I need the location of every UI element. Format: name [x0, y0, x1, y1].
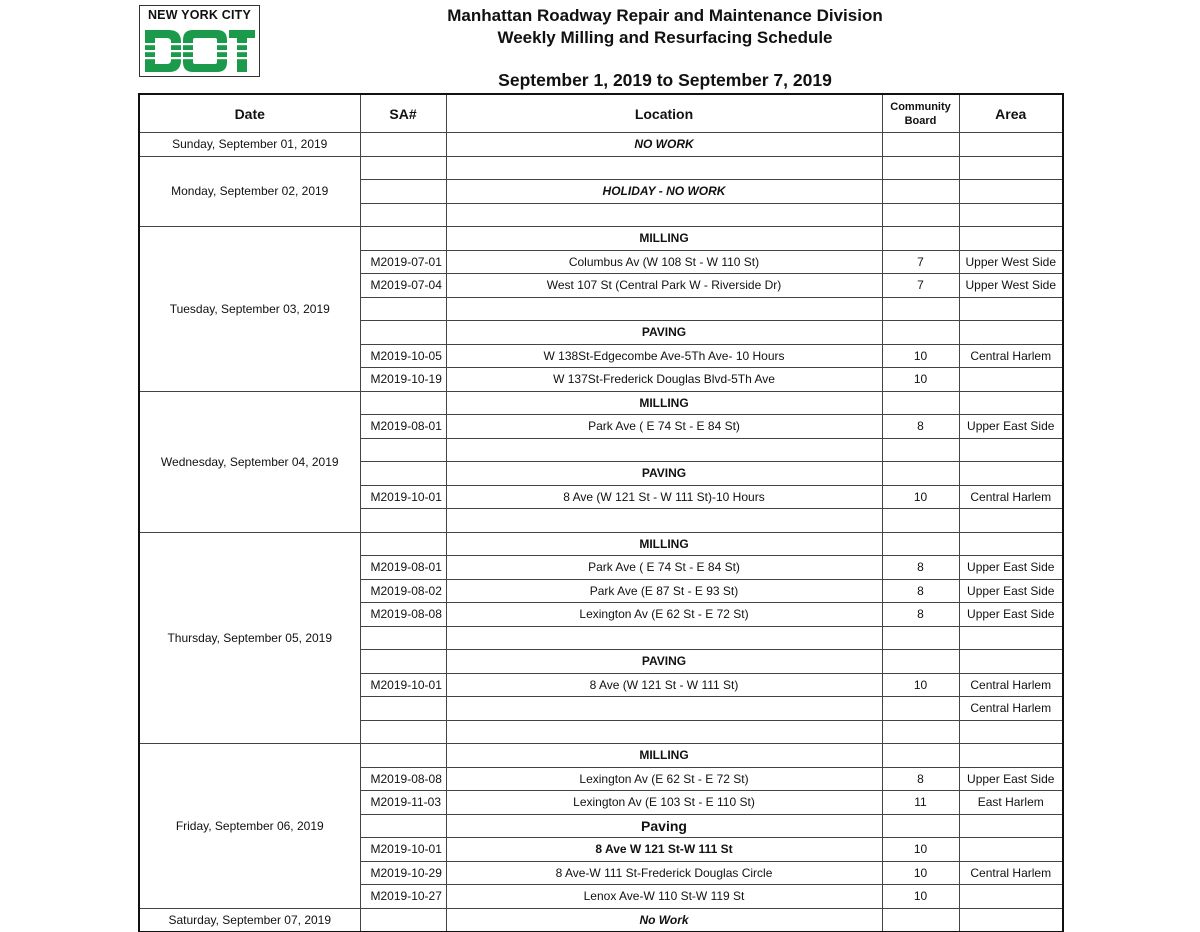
location-cell: MILLING	[446, 227, 882, 251]
location-cell	[446, 203, 882, 227]
community-board-cell: 7	[882, 250, 959, 274]
community-board-cell: 10	[882, 838, 959, 862]
area-cell	[959, 650, 1063, 674]
area-cell	[959, 908, 1063, 932]
sa-number-cell	[360, 203, 446, 227]
community-board-cell	[882, 180, 959, 204]
community-board-cell: 10	[882, 673, 959, 697]
day-date-cell: Sunday, September 01, 2019	[139, 133, 360, 157]
location-cell: Paving	[446, 814, 882, 838]
area-cell	[959, 203, 1063, 227]
area-cell	[959, 885, 1063, 909]
community-board-cell	[882, 720, 959, 744]
nyc-dot-logo	[139, 5, 260, 77]
col-header-sa: SA#	[360, 94, 446, 133]
area-cell	[959, 321, 1063, 345]
community-board-cell: 8	[882, 767, 959, 791]
sa-number-cell	[360, 650, 446, 674]
sa-number-cell: M2019-08-02	[360, 579, 446, 603]
location-cell	[446, 697, 882, 721]
area-cell: Central Harlem	[959, 673, 1063, 697]
table-row	[139, 227, 1063, 251]
community-board-cell	[882, 744, 959, 768]
day-date-cell: Thursday, September 05, 2019	[139, 532, 360, 744]
col-header-date: Date	[139, 94, 360, 133]
community-board-cell: 10	[882, 885, 959, 909]
division-title: Manhattan Roadway Repair and Maintenance Division	[447, 6, 883, 25]
sa-number-cell	[360, 297, 446, 321]
area-cell	[959, 462, 1063, 486]
area-cell	[959, 626, 1063, 650]
location-cell	[446, 438, 882, 462]
area-cell	[959, 509, 1063, 533]
schedule-table	[138, 93, 1064, 932]
day-date-cell: Tuesday, September 03, 2019	[139, 227, 360, 392]
location-cell: 8 Ave W 121 St-W 111 St	[446, 838, 882, 862]
sa-number-cell: M2019-08-01	[360, 556, 446, 580]
location-cell: No Work	[446, 908, 882, 932]
sa-number-cell	[360, 391, 446, 415]
community-board-cell	[882, 321, 959, 345]
community-board-cell	[882, 908, 959, 932]
table-row	[139, 391, 1063, 415]
location-cell: PAVING	[446, 462, 882, 486]
area-cell: Central Harlem	[959, 861, 1063, 885]
community-board-cell: 8	[882, 603, 959, 627]
location-cell: Lexington Av (E 62 St - E 72 St)	[446, 767, 882, 791]
location-cell: Park Ave (E 87 St - E 93 St)	[446, 579, 882, 603]
sa-number-cell: M2019-10-29	[360, 861, 446, 885]
community-board-cell	[882, 626, 959, 650]
area-cell: Upper West Side	[959, 250, 1063, 274]
location-cell: Park Ave ( E 74 St - E 84 St)	[446, 556, 882, 580]
sa-number-cell	[360, 227, 446, 251]
location-cell: NO WORK	[446, 133, 882, 157]
location-cell	[446, 626, 882, 650]
community-board-cell: 11	[882, 791, 959, 815]
sa-number-cell: M2019-08-01	[360, 415, 446, 439]
community-board-cell	[882, 650, 959, 674]
day-date-cell: Friday, September 06, 2019	[139, 744, 360, 909]
area-cell: East Harlem	[959, 791, 1063, 815]
area-cell: Upper East Side	[959, 603, 1063, 627]
area-cell: Upper East Side	[959, 579, 1063, 603]
community-board-cell	[882, 133, 959, 157]
location-cell	[446, 509, 882, 533]
sa-number-cell: M2019-07-04	[360, 274, 446, 298]
community-board-cell	[882, 814, 959, 838]
sa-number-cell	[360, 697, 446, 721]
sa-number-cell	[360, 438, 446, 462]
location-cell: West 107 St (Central Park W - Riverside Dr)	[446, 274, 882, 298]
sa-number-cell	[360, 908, 446, 932]
sa-number-cell	[360, 180, 446, 204]
table-row	[139, 908, 1063, 932]
community-board-cell: 10	[882, 485, 959, 509]
community-board-cell	[882, 203, 959, 227]
location-cell: W 137St-Frederick Douglas Blvd-5Th Ave	[446, 368, 882, 392]
sa-number-cell	[360, 321, 446, 345]
community-board-cell: 10	[882, 861, 959, 885]
dot-logo-mark	[143, 28, 256, 74]
community-board-cell: 10	[882, 368, 959, 392]
location-cell: PAVING	[446, 650, 882, 674]
logo-city-text: NEW YORK CITY	[147, 8, 252, 22]
area-cell	[959, 532, 1063, 556]
sa-number-cell: M2019-08-08	[360, 603, 446, 627]
community-board-cell	[882, 462, 959, 486]
community-board-cell	[882, 697, 959, 721]
community-board-cell: 8	[882, 556, 959, 580]
area-cell: Upper East Side	[959, 556, 1063, 580]
community-board-cell	[882, 532, 959, 556]
table-row	[139, 156, 1063, 180]
location-cell: Park Ave ( E 74 St - E 84 St)	[446, 415, 882, 439]
area-cell	[959, 438, 1063, 462]
location-cell: Lenox Ave-W 110 St-W 119 St	[446, 885, 882, 909]
sa-number-cell	[360, 509, 446, 533]
area-cell	[959, 156, 1063, 180]
location-cell: Columbus Av (W 108 St - W 110 St)	[446, 250, 882, 274]
area-cell	[959, 391, 1063, 415]
area-cell	[959, 180, 1063, 204]
sa-number-cell: M2019-07-01	[360, 250, 446, 274]
location-cell: 8 Ave (W 121 St - W 111 St)	[446, 673, 882, 697]
location-cell: Lexington Av (E 103 St - E 110 St)	[446, 791, 882, 815]
sa-number-cell	[360, 814, 446, 838]
community-board-cell	[882, 438, 959, 462]
area-cell	[959, 744, 1063, 768]
area-cell: Central Harlem	[959, 697, 1063, 721]
location-cell	[446, 720, 882, 744]
date-range: September 1, 2019 to September 7, 2019	[498, 70, 832, 90]
sa-number-cell	[360, 462, 446, 486]
area-cell	[959, 838, 1063, 862]
sa-number-cell: M2019-10-05	[360, 344, 446, 368]
col-header-community-board: Community Board	[882, 94, 959, 133]
location-cell: W 138St-Edgecombe Ave-5Th Ave- 10 Hours	[446, 344, 882, 368]
area-cell: Upper East Side	[959, 767, 1063, 791]
sa-number-cell: M2019-10-27	[360, 885, 446, 909]
community-board-cell: 8	[882, 415, 959, 439]
community-board-cell	[882, 509, 959, 533]
community-board-cell	[882, 297, 959, 321]
day-date-cell: Saturday, September 07, 2019	[139, 908, 360, 932]
sa-number-cell: M2019-10-01	[360, 673, 446, 697]
sa-number-cell	[360, 532, 446, 556]
sa-number-cell: M2019-10-19	[360, 368, 446, 392]
area-cell	[959, 133, 1063, 157]
area-cell	[959, 368, 1063, 392]
sa-number-cell: M2019-10-01	[360, 485, 446, 509]
location-cell	[446, 297, 882, 321]
community-board-cell: 7	[882, 274, 959, 298]
location-cell: PAVING	[446, 321, 882, 345]
sa-number-cell	[360, 744, 446, 768]
location-cell: 8 Ave (W 121 St - W 111 St)-10 Hours	[446, 485, 882, 509]
location-cell: 8 Ave-W 111 St-Frederick Douglas Circle	[446, 861, 882, 885]
sa-number-cell	[360, 133, 446, 157]
location-cell	[446, 156, 882, 180]
community-board-cell: 8	[882, 579, 959, 603]
location-cell: MILLING	[446, 391, 882, 415]
sa-number-cell: M2019-10-01	[360, 838, 446, 862]
schedule-body	[139, 133, 1063, 932]
sa-number-cell: M2019-08-08	[360, 767, 446, 791]
community-board-cell	[882, 156, 959, 180]
area-cell	[959, 297, 1063, 321]
sa-number-cell	[360, 626, 446, 650]
col-header-location: Location	[446, 94, 882, 133]
area-cell: Upper East Side	[959, 415, 1063, 439]
table-row	[139, 532, 1063, 556]
community-board-cell	[882, 227, 959, 251]
location-cell: MILLING	[446, 532, 882, 556]
table-row	[139, 744, 1063, 768]
sa-number-cell: M2019-11-03	[360, 791, 446, 815]
sa-number-cell	[360, 156, 446, 180]
day-date-cell: Wednesday, September 04, 2019	[139, 391, 360, 532]
area-cell	[959, 814, 1063, 838]
col-header-area: Area	[959, 94, 1063, 133]
community-board-cell	[882, 391, 959, 415]
location-cell: Lexington Av (E 62 St - E 72 St)	[446, 603, 882, 627]
sa-number-cell	[360, 720, 446, 744]
table-row	[139, 133, 1063, 157]
area-cell: Central Harlem	[959, 485, 1063, 509]
day-date-cell: Monday, September 02, 2019	[139, 156, 360, 227]
header-row	[139, 94, 1063, 133]
area-cell	[959, 720, 1063, 744]
area-cell: Upper West Side	[959, 274, 1063, 298]
schedule-title: Weekly Milling and Resurfacing Schedule	[497, 28, 833, 47]
location-cell: MILLING	[446, 744, 882, 768]
area-cell: Central Harlem	[959, 344, 1063, 368]
community-board-cell: 10	[882, 344, 959, 368]
location-cell: HOLIDAY - NO WORK	[446, 180, 882, 204]
area-cell	[959, 227, 1063, 251]
